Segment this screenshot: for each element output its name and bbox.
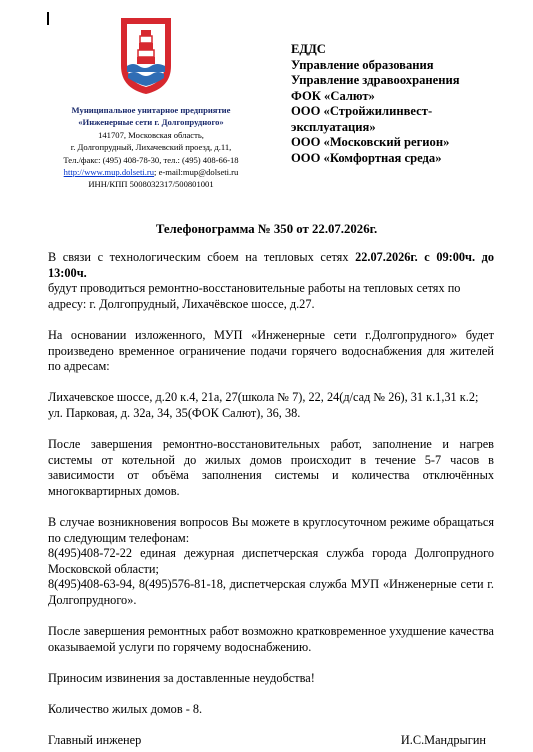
coat-of-arms-icon bbox=[119, 14, 173, 96]
paragraph-restriction: На основании изложенного, МУП «Инженерные сети г.Долгопрудного» будет произведено временное ограничение подачи горячего водоснабжения для жителей по адресам: bbox=[48, 327, 494, 374]
org-address-1: 141707, Московская область, bbox=[98, 129, 204, 140]
text-cursor bbox=[47, 12, 49, 25]
recipient: Управление здравоохранения bbox=[291, 73, 460, 87]
recipient: ФОК «Салют» bbox=[291, 88, 375, 103]
org-email: ; e-mail:mup@dolseti.ru bbox=[154, 167, 239, 178]
org-name: «Инженерные сети г. Долгопрудного» bbox=[78, 117, 224, 128]
org-phones: Тел./факс: (495) 408-78-30, тел.: (495) 408-66-18 bbox=[63, 154, 239, 165]
recipients-list bbox=[291, 42, 460, 166]
signature-block bbox=[48, 733, 494, 748]
org-type: Муниципальное унитарное предприятие bbox=[71, 105, 231, 115]
document-title: Телефонограмма № 350 от 22.07.2026г. bbox=[155, 222, 378, 236]
recipient: ЕДДС bbox=[291, 42, 326, 56]
address-list-1: Лихачевское шоссе, д.20 к.4, 21а, 27(школа № 7), 22, 24(д/сад № 26), 31 к.1,31 к.2; bbox=[48, 390, 479, 405]
paragraph-contacts: В случае возникновения вопросов Вы можете в круглосуточном режиме обращаться по следующим телефонам: bbox=[48, 515, 494, 545]
paragraph-intro bbox=[48, 250, 494, 281]
paragraph-works: будут проводиться ремонтно-восстановительные работы на тепловых сетях по адресу: г. Долгопрудный, Лихачёвское шоссе, д.27. bbox=[48, 281, 461, 311]
org-web-email bbox=[40, 166, 262, 178]
organization-info bbox=[40, 104, 262, 191]
recipient: ООО «Московский регион» bbox=[291, 135, 450, 149]
document-body bbox=[48, 250, 494, 718]
paragraph-count: Количество жилых домов - 8. bbox=[48, 702, 203, 717]
outage-time: 22.07.2026г. с 09:00ч. до 13:00ч. bbox=[48, 250, 494, 280]
phone-line-2: 8(495)408-63-94, 8(495)576-81-18, диспетчерская служба МУП «Инженерные сети г. Долгопрудного». bbox=[48, 577, 494, 608]
website-link[interactable]: http://www.mup.dolseti.ru bbox=[63, 167, 155, 178]
address-list-2: ул. Парковая, д. 32а, 34, 35(ФОК Салют), 36, 38. bbox=[48, 405, 301, 420]
intro-text: В связи с технологическим сбоем на тепловых сетях bbox=[48, 250, 356, 264]
recipient: ООО «Стройжилинвест- bbox=[291, 104, 433, 118]
phone-line-1: 8(495)408-72-22 единая дежурная диспетчерская служба города Долгопрудного Московской области; bbox=[48, 546, 494, 576]
recipient: ООО «Комфортная среда» bbox=[291, 150, 442, 165]
paragraph-restore: После завершения ремонтно-восстановительных работ, заполнение и нагрев системы от котельной до жилых домов происходит в течение 5-7 часов в зависимости от объёма заполнения системы и количества отключённых многоквартирных домов. bbox=[48, 437, 494, 498]
paragraph-quality: После завершения ремонтных работ возможно кратковременное ухудшение качества оказываемой услуги по горячему водоснабжению. bbox=[48, 624, 494, 654]
org-inn: ИНН/КПП 5008032317/500801001 bbox=[88, 179, 214, 190]
paragraph-apology: Приносим извинения за доставленные неудобства! bbox=[48, 671, 315, 686]
signer-position: Главный инженер bbox=[48, 733, 142, 747]
recipient: Управление образования bbox=[291, 57, 434, 72]
signer-name: И.С.Мандрыгин bbox=[400, 733, 486, 747]
org-address-2: г. Долгопрудный, Лихачевский проезд, д.11, bbox=[70, 142, 232, 153]
recipient: эксплуатация» bbox=[291, 119, 376, 134]
